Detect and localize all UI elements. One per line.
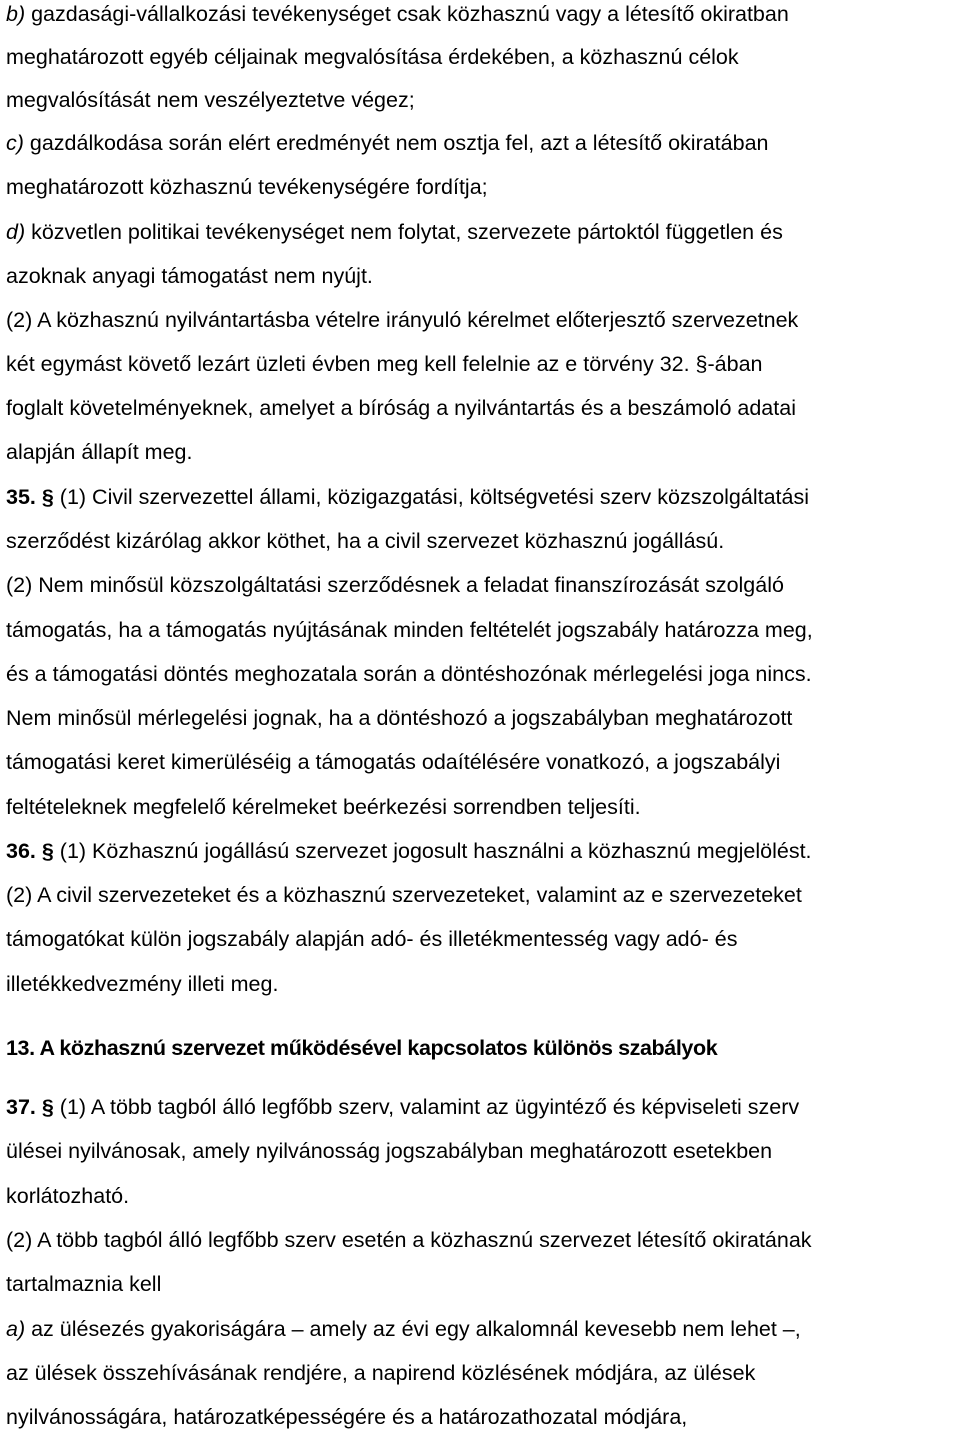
text-line: b) gazdasági-vállalkozási tevékenységet csak közhasznú vagy a létesítő okiratban — [6, 2, 789, 26]
text-line: foglalt követelményeknek, amelyet a bíróság a nyilvántartás és a beszámoló adatai — [6, 396, 796, 420]
text-line: (2) A közhasznú nyilvántartásba vételre irányuló kérelmet előterjesztő szervezetnek — [6, 308, 799, 332]
text-line: nyilvánosságára, határozatképességére és a határozathozatal módjára, — [6, 1405, 688, 1429]
text-line: támogatási keret kimerüléséig a támogatás odaítélésére vonatkozó, a jogszabályi — [6, 750, 781, 774]
text-line: megvalósítását nem veszélyeztetve végez; — [6, 88, 415, 112]
text-line: ülései nyilvánosak, amely nyilvánosság jogszabályban meghatározott esetekben — [6, 1139, 773, 1163]
text-line: és a támogatási döntés meghozatala során a döntéshozónak mérlegelési joga nincs. — [6, 662, 812, 686]
text-line: meghatározott közhasznú tevékenységére fordítja; — [6, 175, 488, 199]
text-line: a) az ülésezés gyakoriságára – amely az évi egy alkalomnál kevesebb nem lehet –, — [6, 1317, 801, 1341]
text-line: korlátozható. — [6, 1184, 130, 1208]
text-line: tartalmaznia kell — [6, 1272, 162, 1296]
list-marker: b) — [6, 2, 26, 26]
text-line: támogatás, ha a támogatás nyújtásának minden feltételét jogszabály határozza meg, — [6, 618, 813, 642]
text-line: alapján állapít meg. — [6, 440, 193, 464]
list-marker: c) — [6, 131, 24, 155]
text-line: két egymást követő lezárt üzleti évben meg kell felelnie az e törvény 32. §-ában — [6, 352, 763, 376]
list-marker: d) — [6, 220, 26, 244]
text-line: azoknak anyagi támogatást nem nyújt. — [6, 264, 373, 288]
section-number: 37. § — [6, 1095, 54, 1119]
text-line: 35. § (1) Civil szervezettel állami, közigazgatási, költségvetési szerv közszolgáltatási — [6, 485, 810, 509]
text-line: 37. § (1) A több tagból álló legfőbb szerv, valamint az ügyintéző és képviseleti szerv — [6, 1095, 800, 1119]
text-line: feltételeknek megfelelő kérelmeket beérkezési sorrendben teljesíti. — [6, 795, 641, 819]
section-heading: 13. A közhasznú szervezet működésével kapcsolatos különös szabályok — [6, 1036, 718, 1060]
text-line: Nem minősül mérlegelési jognak, ha a döntéshozó a jogszabályban meghatározott — [6, 706, 793, 730]
text-line: meghatározott egyéb céljainak megvalósítása érdekében, a közhasznú célok — [6, 45, 739, 69]
text-line: 36. § (1) Közhasznú jogállású szervezet jogosult használni a közhasznú megjelölést. — [6, 839, 812, 863]
text-line: (2) A több tagból álló legfőbb szerv esetén a közhasznú szervezet létesítő okiratának — [6, 1228, 812, 1252]
text-line: d) közvetlen politikai tevékenységet nem folytat, szervezete pártoktól független és — [6, 220, 783, 244]
section-number: 35. § — [6, 485, 54, 509]
text-line: (2) A civil szervezeteket és a közhasznú szervezeteket, valamint az e szervezeteket — [6, 883, 802, 907]
text-line: illetékkedvezmény illeti meg. — [6, 972, 279, 996]
text-line: szerződést kizárólag akkor köthet, ha a civil szervezet közhasznú jogállású. — [6, 529, 725, 553]
text-line: (2) Nem minősül közszolgáltatási szerződésnek a feladat finanszírozását szolgáló — [6, 573, 784, 597]
text-line: támogatókat külön jogszabály alapján adó- és illetékmentesség vagy adó- és — [6, 927, 738, 951]
section-number: 36. § — [6, 839, 54, 863]
text-line: az ülések összehívásának rendjére, a napirend közlésének módjára, az ülések — [6, 1361, 756, 1385]
text-line: c) gazdálkodása során elért eredményét nem osztja fel, azt a létesítő okiratában — [6, 131, 769, 155]
list-marker: a) — [6, 1317, 26, 1341]
